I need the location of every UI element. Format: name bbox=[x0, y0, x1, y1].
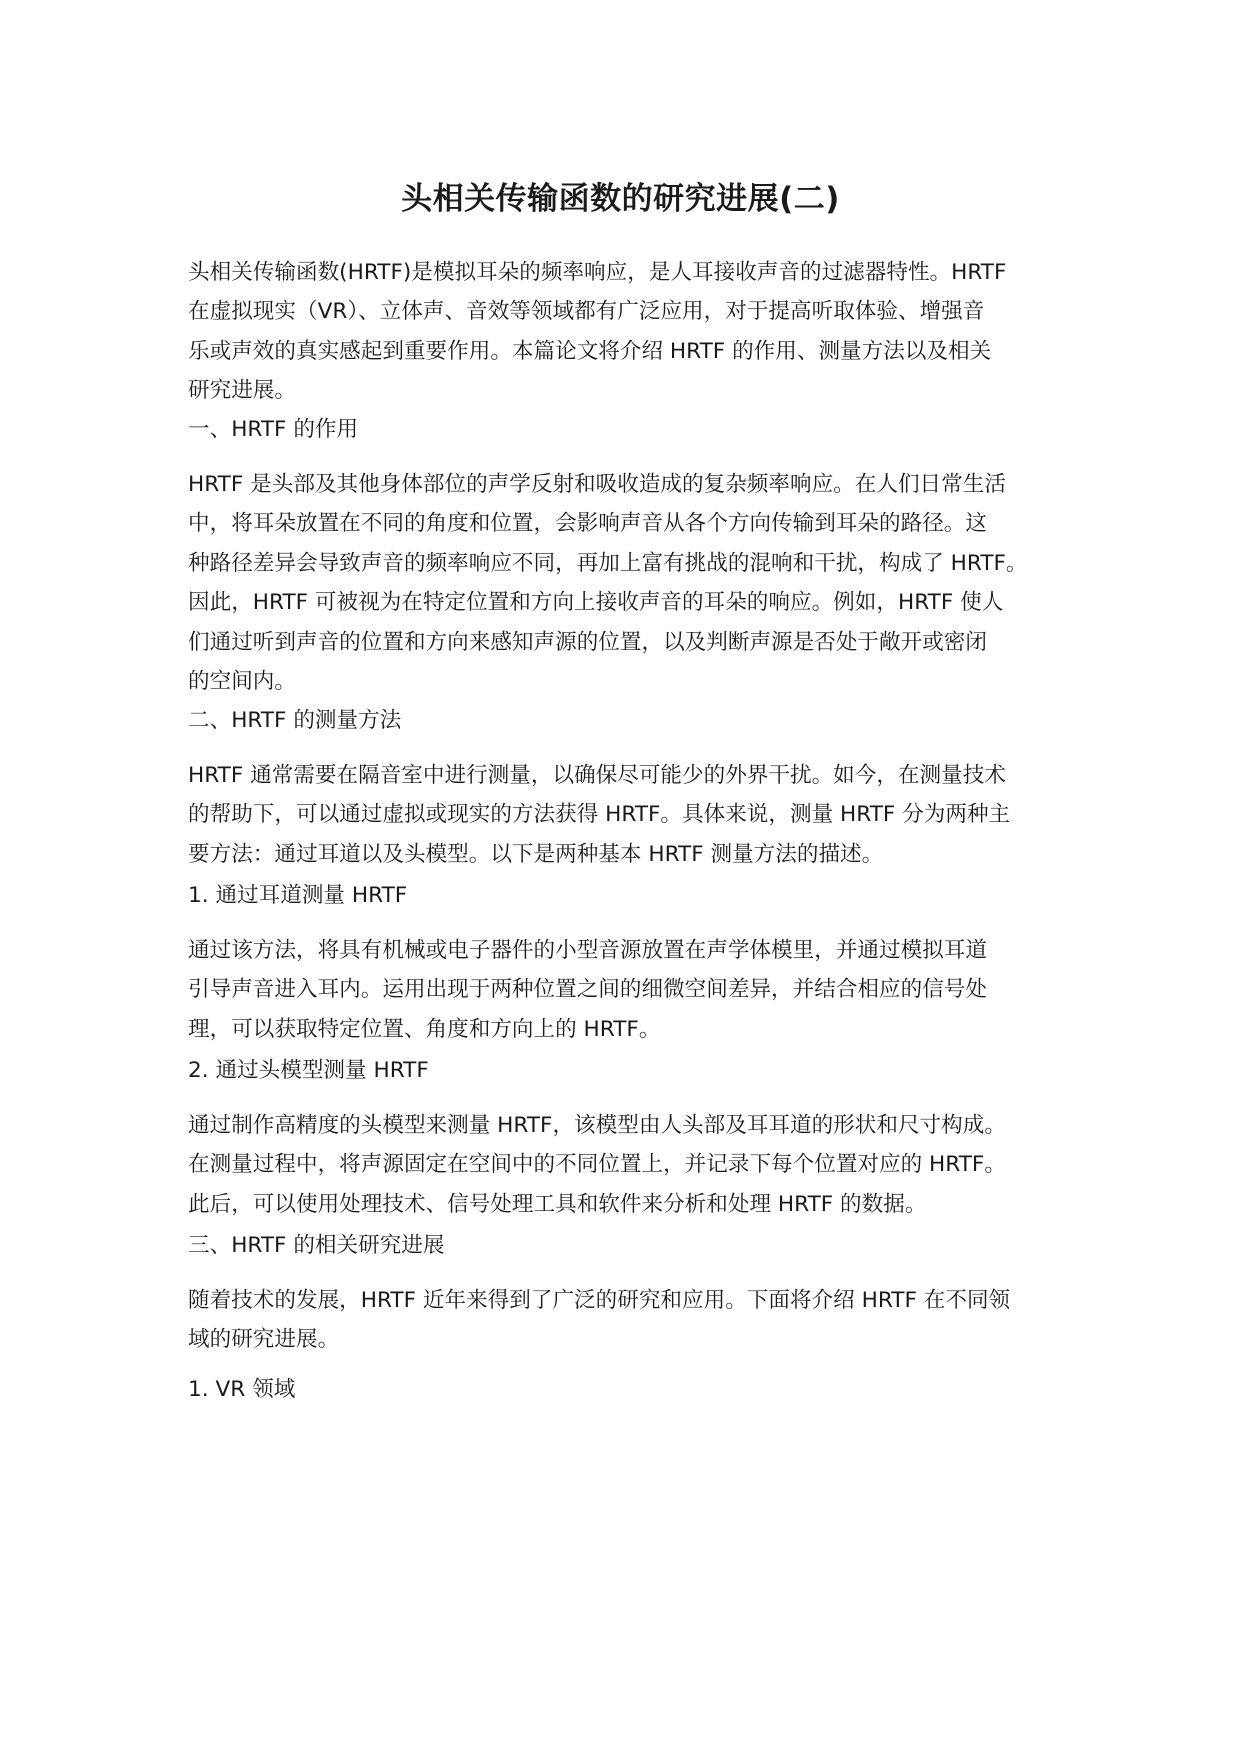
paragraph-line: 通过该方法，将具有机械或电子器件的小型音源放置在声学体模里，并通过模拟耳道 bbox=[188, 938, 987, 963]
subsection-head-model-paragraph bbox=[188, 1106, 1060, 1224]
intro-line: 在虚拟现实（VR）、立体声、音效等领域都有广泛应用，对于提高听取体验、增强音 bbox=[188, 299, 985, 325]
subsection-heading-head-model: 2. 通过头模型测量 HRTF bbox=[188, 1058, 429, 1083]
paragraph-line: 理，可以获取特定位置、角度和方向上的 HRTF。 bbox=[188, 1016, 661, 1042]
section-role-paragraph bbox=[188, 465, 1060, 701]
subsection-heading-ear-canal: 1. 通过耳道测量 HRTF bbox=[188, 883, 408, 908]
paragraph-line: HRTF 是头部及其他身体部位的声学反射和吸收造成的复杂频率响应。在人们日常生活 bbox=[188, 472, 1006, 497]
intro-paragraph bbox=[188, 253, 1060, 411]
section-heading-role: 一、HRTF 的作用 bbox=[188, 417, 359, 442]
section-heading-measurement: 二、HRTF 的测量方法 bbox=[188, 708, 402, 733]
paragraph-line: 因此，HRTF 可被视为在特定位置和方向上接收声音的耳朵的响应。例如，HRTF 使人 bbox=[188, 590, 1004, 616]
paragraph-line: 随着技术的发展，HRTF 近年来得到了广泛的研究和应用。下面将介绍 HRTF 在不同领 bbox=[188, 1288, 1011, 1313]
subsection-heading-vr: 1. VR 领域 bbox=[188, 1377, 296, 1402]
paragraph-line: 通过制作高精度的头模型来测量 HRTF，该模型由人头部及耳耳道的形状和尺寸构成。 bbox=[188, 1113, 1006, 1138]
document-title: 头相关传输函数的研究进展(二) bbox=[401, 181, 840, 217]
paragraph-line: 要方法：通过耳道以及头模型。以下是两种基本 HRTF 测量方法的描述。 bbox=[188, 841, 884, 867]
intro-line: 研究进展。 bbox=[188, 378, 296, 404]
paragraph-line: 域的研究进展。 bbox=[188, 1327, 340, 1353]
intro-line: 头相关传输函数(HRTF)是模拟耳朵的频率响应，是人耳接收声音的过滤器特性。HRTF bbox=[188, 260, 1007, 285]
paragraph-line: 的空间内。 bbox=[188, 669, 296, 695]
paragraph-line: 们通过听到声音的位置和方向来感知声源的位置，以及判断声源是否处于敞开或密闭 bbox=[188, 629, 987, 655]
paragraph-line: 种路径差异会导致声音的频率响应不同，再加上富有挑战的混响和干扰，构成了 HRTF。 bbox=[188, 550, 1028, 576]
section-measurement-paragraph bbox=[188, 756, 1060, 874]
subsection-ear-canal-paragraph bbox=[188, 931, 1060, 1049]
section-heading-research: 三、HRTF 的相关研究进展 bbox=[188, 1233, 445, 1258]
section-research-paragraph bbox=[188, 1281, 1060, 1360]
paragraph-line: 的帮助下，可以通过虚拟或现实的方法获得 HRTF。具体来说，测量 HRTF 分为两种主 bbox=[188, 802, 1011, 828]
paragraph-line: 中，将耳朵放置在不同的角度和位置，会影响声音从各个方向传输到耳朵的路径。这 bbox=[188, 511, 987, 537]
paragraph-line: HRTF 通常需要在隔音室中进行测量，以确保尽可能少的外界干扰。如今，在测量技术 bbox=[188, 763, 1006, 788]
paragraph-line: 此后，可以使用处理技术、信号处理工具和软件来分析和处理 HRTF 的数据。 bbox=[188, 1191, 927, 1217]
intro-line: 乐或声效的真实感起到重要作用。本篇论文将介绍 HRTF 的作用、测量方法以及相关 bbox=[188, 338, 992, 364]
paragraph-line: 在测量过程中，将声源固定在空间中的不同位置上，并记录下每个位置对应的 HRTF。 bbox=[188, 1152, 1006, 1178]
paragraph-line: 引导声音进入耳内。运用出现于两种位置之间的细微空间差异，并结合相应的信号处 bbox=[188, 977, 987, 1003]
